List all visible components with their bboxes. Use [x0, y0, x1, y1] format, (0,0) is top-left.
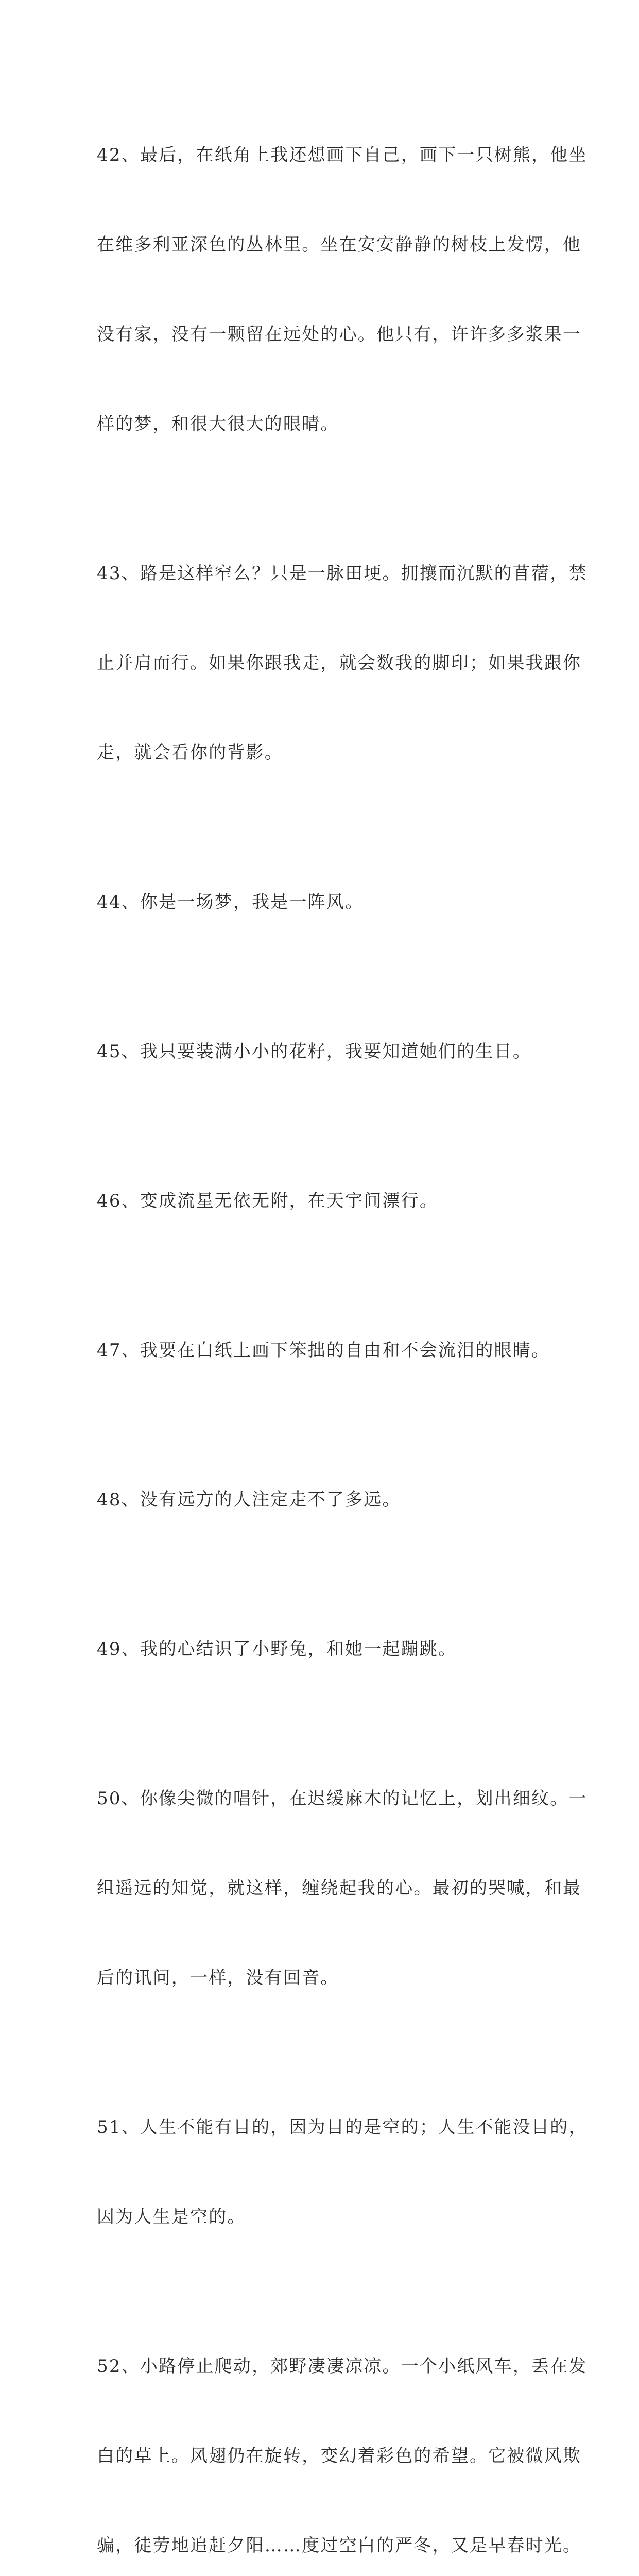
paragraph-42	[97, 80, 588, 499]
paragraph-44	[97, 827, 552, 977]
paragraph-45	[97, 977, 552, 1126]
text-line: 50、你像尖微的唱针，在迟缓麻木的记忆上，划出细纹。一	[97, 1788, 588, 1809]
text-line: 止并肩而行。如果你跟我走，就会数我的脚印；如果我跟你	[97, 653, 582, 673]
paragraph-51	[97, 2053, 588, 2292]
text-line: 在维多利亚深色的丛林里。坐在安安静静的树枝上发愣，他	[97, 234, 582, 255]
text-line: 46、变成流星无依无附，在天宇间漂行。	[97, 1191, 439, 1211]
paragraph-48	[97, 1425, 552, 1574]
text-line: 42、最后，在纸角上我还想画下自己，画下一只树熊，他坐	[97, 145, 588, 165]
text-line: 45、我只要装满小小的花籽，我要知道她们的生日。	[97, 1041, 532, 1062]
text-line: 后的讯问，一样，没有回音。	[97, 1968, 339, 1988]
paragraph-50	[97, 1724, 588, 2053]
text-line: 48、没有远方的人注定走不了多远。	[97, 1489, 401, 1510]
paragraph-49	[97, 1574, 552, 1724]
paragraph-43	[97, 499, 588, 827]
text-line: 组遥远的知觉，就这样，缠绕起我的心。最初的哭喊，和最	[97, 1878, 582, 1899]
text-line: 52、小路停止爬动，郊野凄凄凉凉。一个小纸风车，丢在发	[97, 2356, 588, 2377]
text-line: 骗，徒劳地追赶夕阳……度过空白的严冬，又是早春时光。	[97, 2535, 582, 2556]
text-line: 没有家，没有一颗留在远处的心。他只有，许许多多浆果一	[97, 324, 582, 345]
text-line: 43、路是这样窄么？只是一脉田埂。拥攘而沉默的苜蓿，禁	[97, 563, 588, 584]
document-body	[97, 80, 588, 2576]
paragraph-52	[97, 2292, 588, 2576]
text-line: 47、我要在白纸上画下笨拙的自由和不会流泪的眼睛。	[97, 1340, 550, 1361]
paragraph-46	[97, 1126, 552, 1276]
text-line: 白的草上。风翅仍在旋转，变幻着彩色的希望。它被微风欺	[97, 2446, 582, 2466]
text-line: 因为人生是空的。	[97, 2207, 246, 2227]
paragraph-47	[97, 1276, 552, 1425]
text-line: 49、我的心结识了小野兔，和她一起蹦跳。	[97, 1639, 457, 1659]
text-line: 走，就会看你的背影。	[97, 742, 283, 763]
text-line: 44、你是一场梦，我是一阵风。	[97, 892, 364, 912]
text-line: 51、人生不能有目的，因为目的是空的；人生不能没目的，	[97, 2117, 588, 2138]
text-line: 样的梦，和很大很大的眼睛。	[97, 414, 339, 434]
